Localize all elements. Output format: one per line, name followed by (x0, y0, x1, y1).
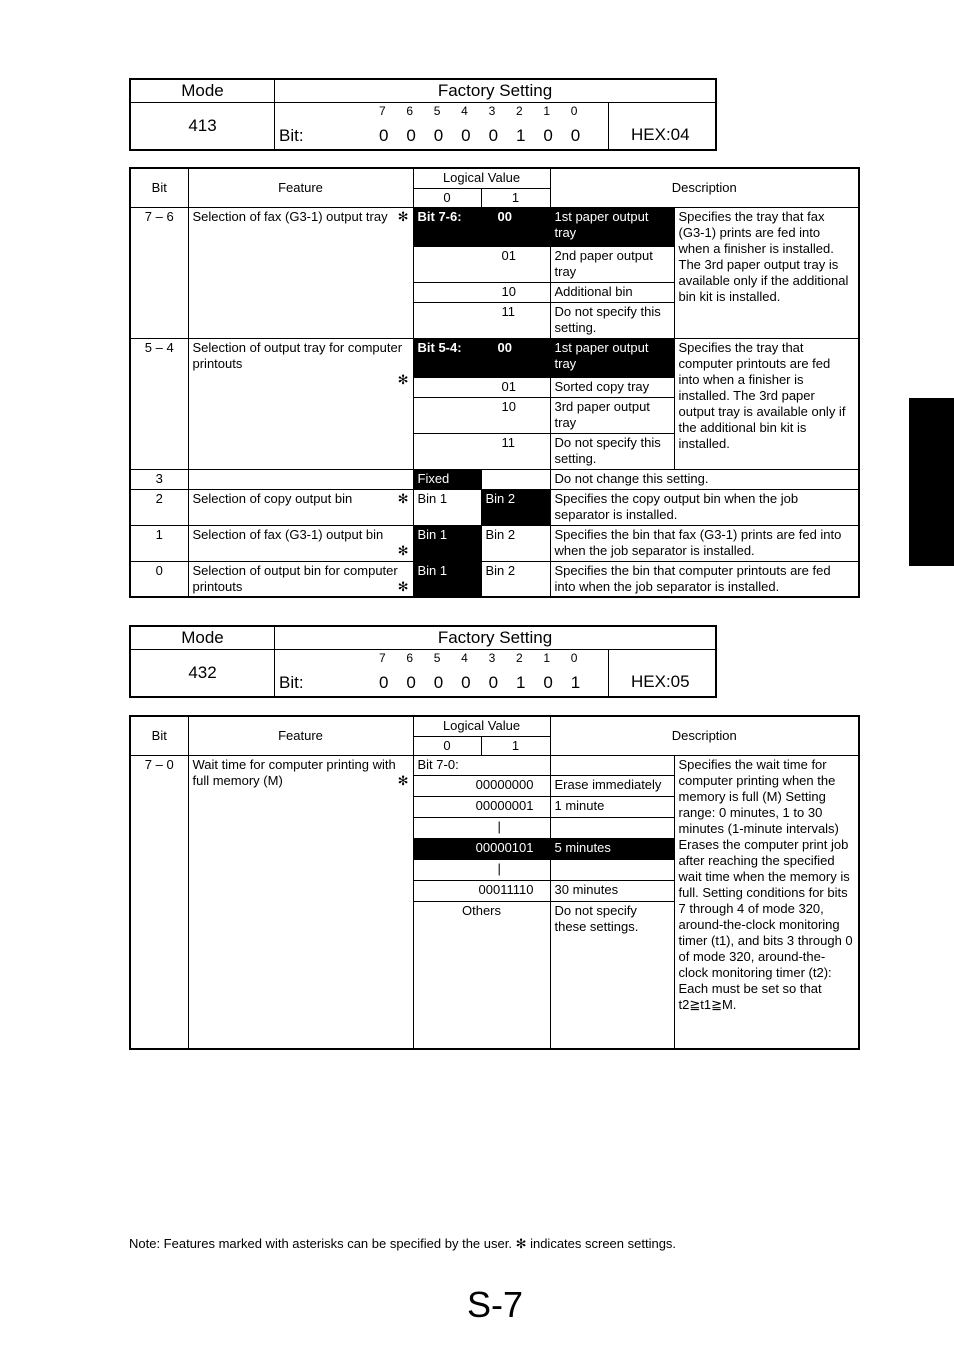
bit-values: 0 0 0 0 0 1 0 0 (379, 126, 581, 145)
mode-number: 432 (130, 650, 275, 698)
code: 10 (413, 282, 550, 302)
feature-cell: Selection of output bin for computer printouts ✻ (188, 561, 413, 597)
description-cell: Specifies the wait time for computer printing when the memory is full (M) Setting range: 0 minutes, 1 to 30 minutes (1-minute intervals) Erases the computer print job after reaching the specified wait time when the memory is full. Setting conditions for bits 7 through 4 of mode 320, around-the-clock monitoring timer (t1), and bits 3 through 0 of mode 320, around-the-clock monitoring timer (t2): Each must be set so that t2≧t1≧M. (674, 755, 859, 1049)
code: 11 (413, 433, 550, 469)
table-row (130, 561, 859, 597)
sub-label: Bit 7-0: (413, 755, 550, 775)
table-row (130, 207, 859, 246)
factory-setting-header: Factory Setting (275, 626, 717, 650)
table-row (130, 469, 859, 489)
feature-cell: Selection of fax (G3-1) output bin ✻ (188, 525, 413, 561)
lv0-cell: Fixed (413, 469, 481, 489)
meaning: 3rd paper output tray (550, 397, 674, 433)
description-cell: Specifies the copy output bin when the job separator is installed. (550, 489, 859, 525)
code: 00000101 (413, 838, 550, 859)
footnote: Note: Features marked with asterisks can be specified by the user. ✻ indicates screen settings. (129, 1236, 677, 1251)
meaning: 1 minute (550, 796, 674, 817)
meaning: Do not specify this setting. (550, 302, 674, 338)
header-feature: Feature (188, 168, 413, 207)
bit-label: Bit: (279, 126, 304, 145)
bit-cell: 1 (130, 525, 188, 561)
bit-values: 0 0 0 0 0 1 0 1 (379, 673, 581, 692)
bit-cell: 5 – 4 (130, 338, 188, 469)
lv1-cell: Bin 2 (481, 561, 550, 597)
lv1-cell: Bin 2 (481, 525, 550, 561)
code: Others (413, 901, 550, 1049)
feature-cell: Selection of output tray for computer printouts ✻ (188, 338, 413, 469)
mode-header: Mode (130, 626, 275, 650)
mode-number: 413 (130, 103, 275, 151)
lv0-cell: Bin 1 (413, 489, 481, 525)
code: 11 (413, 302, 550, 338)
meaning: Additional bin (550, 282, 674, 302)
meaning (550, 817, 674, 838)
code: 00011110 (413, 880, 550, 901)
header-bit: Bit (130, 716, 188, 755)
mode-432-table (129, 625, 717, 698)
description-cell: Specifies the tray that fax (G3-1) prints are fed into when a finisher is installed. The 3rd paper output tray is available only if the additional bin kit is installed. (674, 207, 859, 338)
header-lv0: 0 (413, 188, 481, 207)
bit-label: Bit: (279, 673, 304, 692)
header-feature: Feature (188, 716, 413, 755)
hex-value: HEX:04 (609, 103, 717, 151)
bit-cell: 7 – 0 (130, 755, 188, 1049)
bit-cell: 2 (130, 489, 188, 525)
sub-label: Bit 7-6: (413, 207, 481, 246)
code: 01 (413, 246, 550, 282)
meaning: 5 minutes (550, 838, 674, 859)
bit-setting (275, 103, 609, 151)
bit-cell: 7 – 6 (130, 207, 188, 338)
table-row (130, 525, 859, 561)
meaning (550, 755, 674, 775)
description-cell: Specifies the tray that computer printouts are fed into when a finisher is installed. The 3rd paper output tray is available only if the additional bin kit is installed. (674, 338, 859, 469)
meaning: 30 minutes (550, 880, 674, 901)
description-cell: Specifies the bin that computer printouts are fed into when the job separator is installed. (550, 561, 859, 597)
meaning: Do not specify this setting. (550, 433, 674, 469)
code-ellipsis: | (413, 817, 550, 838)
code: 10 (413, 397, 550, 433)
mode-432-settings-table (129, 715, 860, 1050)
mode-413-settings-table (129, 167, 860, 598)
hex-value: HEX:05 (609, 650, 717, 698)
header-logical-value: Logical Value (413, 716, 550, 736)
lv0-cell: Bin 1 (413, 561, 481, 597)
feature-cell (188, 469, 413, 489)
description-cell: Do not change this setting. (550, 469, 859, 489)
header-description: Description (550, 168, 859, 207)
meaning: Erase immediately (550, 775, 674, 796)
meaning: 1st paper output tray (550, 338, 674, 377)
bit-numbers: 7 6 5 4 3 2 1 0 (379, 651, 578, 665)
meaning: 2nd paper output tray (550, 246, 674, 282)
code-ellipsis: | (413, 859, 550, 880)
code: 00 (481, 338, 550, 377)
header-logical-value: Logical Value (413, 168, 550, 188)
meaning: 1st paper output tray (550, 207, 674, 246)
table-row (130, 755, 859, 775)
code: 00 (481, 207, 550, 246)
mode-header: Mode (130, 79, 275, 103)
section-tab-marker (909, 398, 954, 566)
header-lv0: 0 (413, 736, 481, 755)
feature-cell: ✻ Selection of copy output bin (188, 489, 413, 525)
mode-413-table (129, 78, 717, 151)
bit-setting (275, 650, 609, 698)
factory-setting-header: Factory Setting (275, 79, 717, 103)
page-number: S-7 (466, 1284, 524, 1325)
sub-label: Bit 5-4: (413, 338, 481, 377)
table-row (130, 338, 859, 377)
bit-cell: 3 (130, 469, 188, 489)
code: 00000000 (413, 775, 550, 796)
bit-numbers: 7 6 5 4 3 2 1 0 (379, 104, 578, 118)
lv1-cell (481, 469, 550, 489)
header-lv1: 1 (481, 188, 550, 207)
lv0-cell: Bin 1 (413, 525, 481, 561)
meaning: Sorted copy tray (550, 377, 674, 397)
feature-cell: Wait time for computer printing with full memory (M) ✻ (188, 755, 413, 1049)
meaning: Do not specify these settings. (550, 901, 674, 1049)
header-bit: Bit (130, 168, 188, 207)
lv1-cell: Bin 2 (481, 489, 550, 525)
bit-cell: 0 (130, 561, 188, 597)
header-lv1: 1 (481, 736, 550, 755)
feature-cell: ✻ Selection of fax (G3-1) output tray (188, 207, 413, 338)
code: 00000001 (413, 796, 550, 817)
table-row (130, 489, 859, 525)
meaning (550, 859, 674, 880)
header-description: Description (550, 716, 859, 755)
description-cell: Specifies the bin that fax (G3-1) prints are fed into when the job separator is installed. (550, 525, 859, 561)
code: 01 (413, 377, 550, 397)
